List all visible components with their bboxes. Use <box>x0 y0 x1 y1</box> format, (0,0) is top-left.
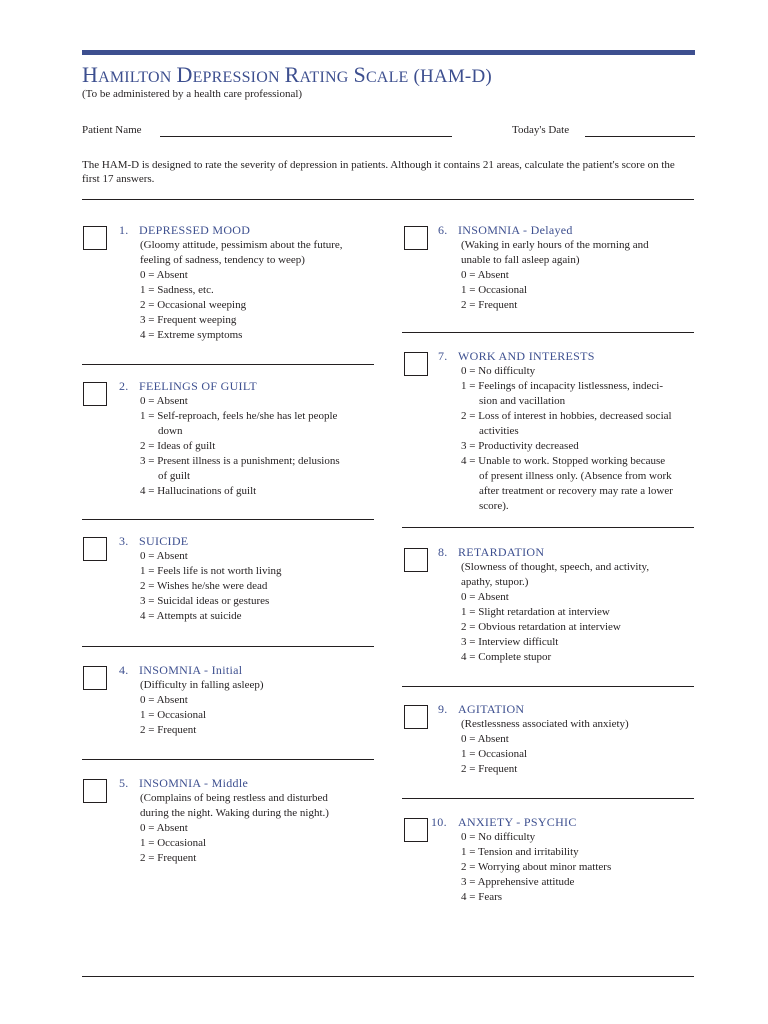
score-box[interactable] <box>404 548 428 572</box>
score-box[interactable] <box>83 226 107 250</box>
intro-text: The HAM-D is designed to rate the severity of depression in patients. Although it contains 21 areas, calculate the patient's score on the first 17 answers. <box>82 159 675 185</box>
page-title: HAMILTON DEPRESSION RATING SCALE (HAM-D) <box>82 62 492 87</box>
score-box[interactable] <box>83 537 107 561</box>
score-box[interactable] <box>83 666 107 690</box>
divider <box>82 646 374 647</box>
divider <box>402 798 694 799</box>
item-heading: 10. ANXIETY - PSYCHIC <box>431 815 577 829</box>
item-heading: 4. INSOMNIA - Initial <box>119 663 243 677</box>
score-box[interactable] <box>404 352 428 376</box>
item-heading: 2. FEELINGS OF GUILT <box>119 379 257 393</box>
score-box[interactable] <box>404 818 428 842</box>
divider <box>402 527 694 528</box>
item-heading: 7. WORK AND INTERESTS <box>438 349 595 363</box>
divider <box>82 519 374 520</box>
item-heading: 8. RETARDATION <box>438 545 545 559</box>
subtitle: (To be administered by a health care professional) <box>82 88 303 100</box>
footer-rule <box>82 976 694 977</box>
divider <box>82 759 374 760</box>
divider <box>402 686 694 687</box>
score-box[interactable] <box>83 382 107 406</box>
divider <box>82 364 374 365</box>
patient-name-field[interactable] <box>160 136 452 137</box>
item-heading: 6. INSOMNIA - Delayed <box>438 223 573 237</box>
divider <box>402 332 694 333</box>
score-box[interactable] <box>404 705 428 729</box>
header-rule <box>82 50 695 55</box>
item-heading: 1. DEPRESSED MOOD <box>119 223 251 237</box>
patient-name-label: Patient Name <box>82 124 142 136</box>
score-box[interactable] <box>83 779 107 803</box>
score-box[interactable] <box>404 226 428 250</box>
item-heading: 5. INSOMNIA - Middle <box>119 776 249 790</box>
date-field[interactable] <box>585 136 695 137</box>
date-label: Today's Date <box>512 124 570 136</box>
item-heading: 3. SUICIDE <box>119 534 189 548</box>
item-heading: 9. AGITATION <box>438 702 525 716</box>
divider <box>82 199 694 200</box>
